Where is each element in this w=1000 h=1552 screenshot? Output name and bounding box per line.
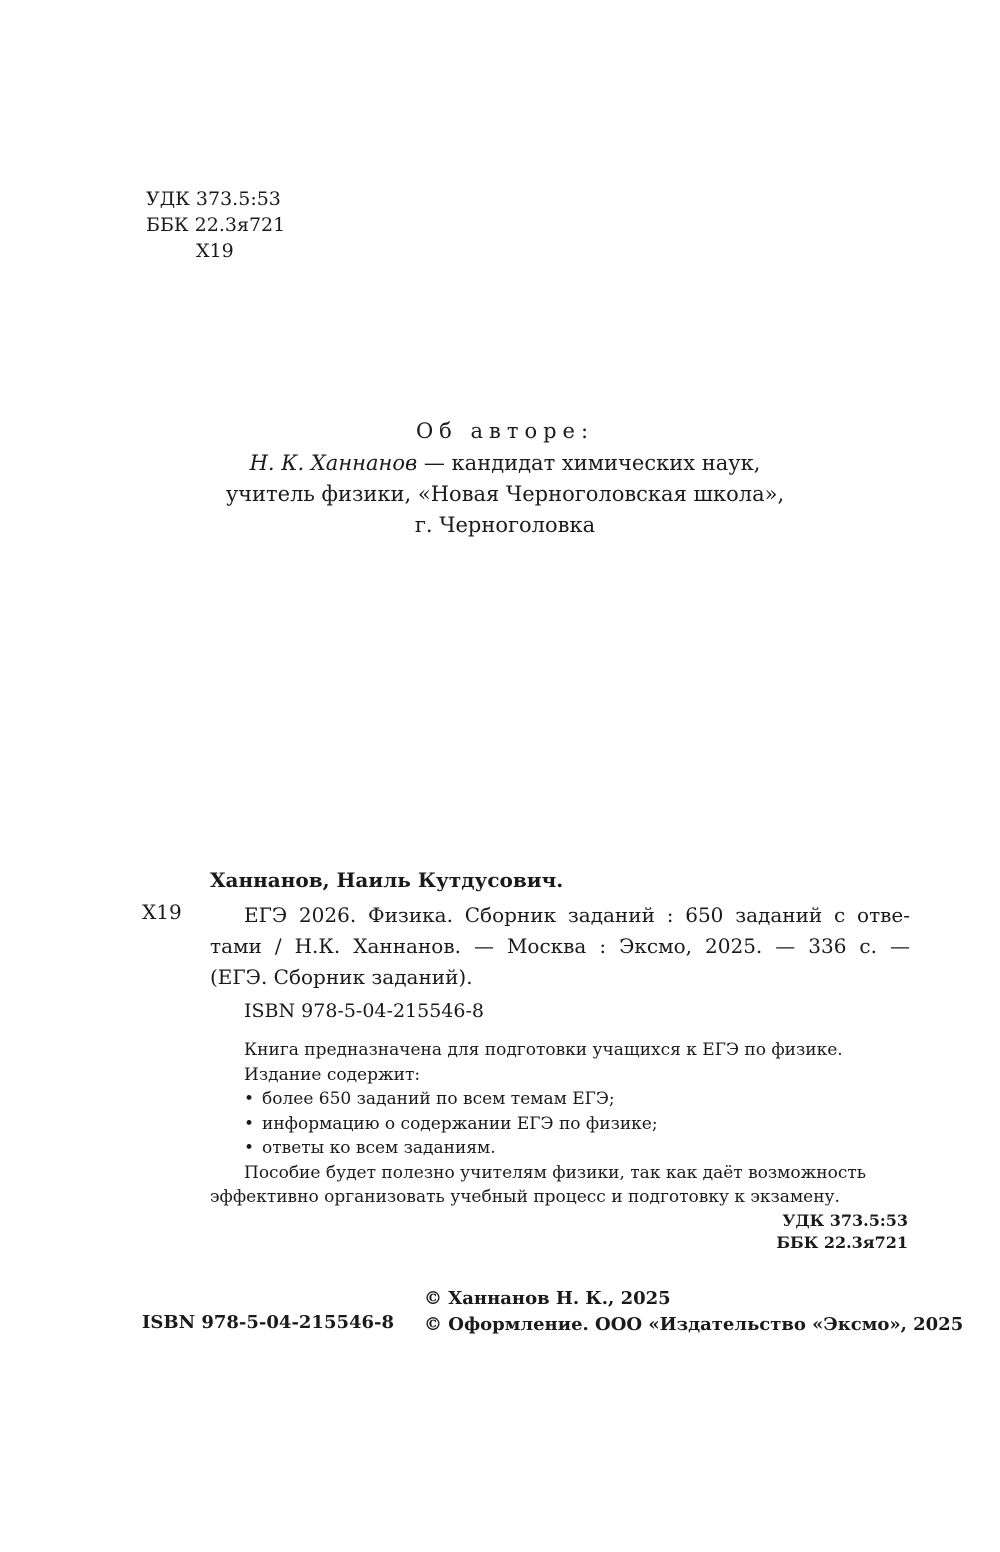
about-author-heading: Об авторе: <box>415 419 595 443</box>
annotation <box>210 1038 910 1210</box>
annotation-line-2: Издание содержит: <box>244 1064 421 1085</box>
copyright-isbn: ISBN 978-5-04-215546-8 <box>142 1312 395 1333</box>
list-item-text: более 650 заданий по всем темам ЕГЭ; <box>262 1089 615 1109</box>
copyright-block <box>424 1286 963 1338</box>
classification-block <box>146 186 285 264</box>
bib-description <box>210 900 910 993</box>
bib-line-1: ЕГЭ 2026. Физика. Сборник заданий : 650 заданий с отве- <box>244 903 910 927</box>
about-author <box>140 416 870 541</box>
bullet-icon: • <box>244 1113 255 1134</box>
copyright-design: © Оформление. ООО «Издательство «Эксмо», 2025 <box>424 1314 964 1335</box>
bbk-code: ББК 22.3я721 <box>146 214 286 236</box>
about-author-line-2: учитель физики, «Новая Черноголовская школа», <box>225 482 785 506</box>
annotation-p2-line-1: Пособие будет полезно учителям физики, так как даёт возможность <box>244 1162 867 1183</box>
udk-code: УДК 373.5:53 <box>146 188 281 210</box>
list-item-text: информацию о содержании ЕГЭ по физике; <box>262 1113 658 1134</box>
annotation-p2-line-2: эффективно организовать учебный процесс и подготовку к экзамену. <box>210 1187 840 1207</box>
bib-author: Ханнанов, Наиль Кутдусович. <box>210 868 564 892</box>
copyright-author: © Ханнанов Н. К., 2025 <box>424 1288 671 1309</box>
bib-author-mark: Х19 <box>142 900 182 924</box>
author-name: Н. К. Ханнанов <box>249 451 418 475</box>
list-item <box>210 1087 910 1112</box>
author-mark: Х19 <box>196 240 234 262</box>
bullet-icon: • <box>244 1138 255 1158</box>
footer-codes <box>776 1210 908 1254</box>
bib-isbn: ISBN 978-5-04-215546-8 <box>244 1000 484 1022</box>
bullet-icon: • <box>244 1089 255 1109</box>
bib-line-3: (ЕГЭ. Сборник заданий). <box>210 965 473 989</box>
bib-line-2: тами / Н.К. Ханнанов. — Москва : Эксмо, 2025. — 336 с. — <box>210 934 910 958</box>
footer-bbk: ББК 22.3я721 <box>776 1233 908 1252</box>
list-item <box>210 1112 910 1137</box>
annotation-paragraph-2 <box>210 1161 910 1210</box>
author-degree: — кандидат химических наук, <box>417 451 761 475</box>
list-item-text: ответы ко всем заданиям. <box>262 1138 496 1158</box>
footer-udk: УДК 373.5:53 <box>782 1211 908 1230</box>
list-item <box>210 1136 910 1161</box>
annotation-line-1: Книга предназначена для подготовки учащихся к ЕГЭ по физике. <box>244 1040 843 1060</box>
about-author-line-1 <box>140 448 870 479</box>
about-author-line-3: г. Черноголовка <box>414 513 596 537</box>
